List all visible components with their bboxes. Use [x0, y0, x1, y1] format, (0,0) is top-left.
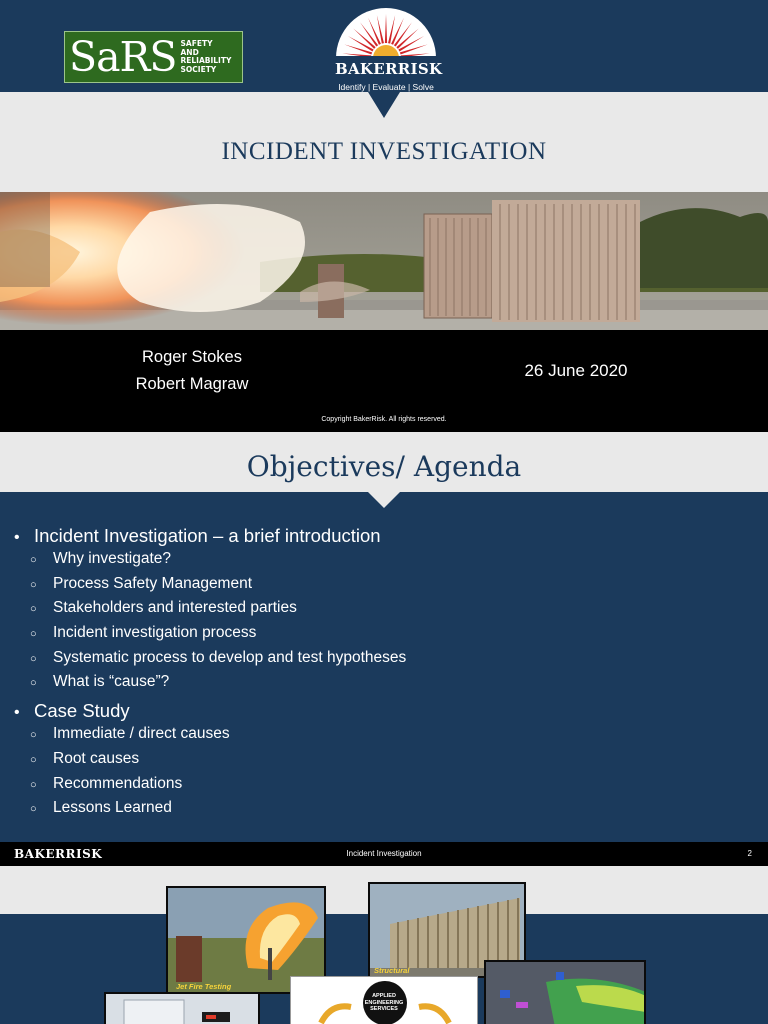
agenda-item — [30, 649, 754, 674]
circle-bullet-icon: ○ — [30, 578, 37, 591]
bullet-icon: • — [14, 529, 20, 546]
agenda-item — [30, 750, 754, 775]
agenda-item-text: Lessons Learned — [53, 799, 172, 817]
agenda-item-text: What is “cause”? — [53, 673, 170, 691]
agenda-item — [30, 725, 754, 750]
circle-bullet-icon: ○ — [30, 729, 37, 742]
footer-logo: BAKERRISK — [14, 847, 103, 861]
sars-logo — [64, 31, 243, 83]
agenda-item-text: Incident investigation process — [53, 624, 257, 642]
agenda-item — [30, 575, 754, 600]
agenda-item-text: Recommendations — [53, 774, 183, 792]
agenda-item-text: Systematic process to develop and test hypotheses — [53, 648, 407, 666]
circle-bullet-icon: ○ — [30, 803, 37, 816]
agenda-item — [30, 624, 754, 649]
agenda-list — [14, 525, 754, 824]
sars-line: RELIABILITY — [180, 56, 232, 65]
agenda-heading — [14, 525, 754, 550]
slide-footer — [0, 842, 768, 866]
cfd-model-image — [486, 962, 646, 1024]
author-name: Robert Magraw — [135, 375, 249, 393]
services-badge-line: APPLIED — [372, 993, 396, 999]
circle-bullet-icon: ○ — [30, 677, 37, 690]
slide-3 — [0, 866, 768, 1024]
services-badge — [291, 993, 477, 1013]
sars-line: SAFETY — [180, 39, 213, 48]
sars-line: SOCIETY — [180, 64, 217, 74]
agenda-item — [30, 673, 754, 698]
circle-bullet-icon: ○ — [30, 753, 37, 766]
page-number: 2 — [747, 849, 752, 858]
agenda-item-text: Stakeholders and interested parties — [53, 599, 297, 617]
presentation-date: 26 June 2020 — [524, 361, 628, 380]
slide-1 — [0, 0, 768, 432]
services-diagram — [290, 976, 478, 1024]
services-badge-line: SERVICES — [370, 1006, 398, 1012]
circle-bullet-icon: ○ — [30, 603, 37, 616]
agenda-item-text: Process Safety Management — [53, 574, 253, 592]
cfd-model-photo — [484, 960, 646, 1024]
agenda-item-text: Immediate / direct causes — [53, 725, 230, 743]
agenda-item — [30, 799, 754, 824]
circle-bullet-icon: ○ — [30, 652, 37, 665]
bakerrisk-sun-icon — [334, 8, 438, 60]
lab-photo — [104, 992, 260, 1024]
circle-bullet-icon: ○ — [30, 554, 37, 566]
services-badge-line: ENGINEERING — [364, 999, 404, 1006]
copyright-notice: Copyright BakerRisk. All rights reserved. — [321, 416, 447, 423]
bakerrisk-tagline: Identify | Evaluate | Solve — [338, 82, 434, 92]
agenda-heading — [14, 700, 754, 725]
agenda-item — [30, 599, 754, 624]
footer-title: Incident Investigation — [346, 849, 422, 858]
image-caption: Jet Fire Testing — [176, 982, 232, 991]
image-caption: Structural — [374, 966, 410, 975]
lab-image — [106, 994, 260, 1024]
sars-logo-text — [181, 40, 243, 74]
sars-line: AND — [180, 47, 199, 57]
sars-logo-letters: SaRS — [69, 32, 177, 81]
author-name: Roger Stokes — [142, 348, 242, 366]
slide-2 — [0, 432, 768, 866]
agenda-heading-text: Case Study — [34, 700, 130, 722]
title-footer-band — [0, 330, 768, 432]
circle-bullet-icon: ○ — [30, 628, 37, 641]
explosion-test-photo — [0, 192, 768, 330]
bakerrisk-logo-name: BAKERRISK — [335, 60, 443, 78]
slide-title: Objectives/ Agenda — [246, 450, 522, 483]
agenda-item-text: Why investigate? — [53, 550, 172, 567]
slide-title: INCIDENT INVESTIGATION — [221, 138, 547, 165]
bullet-icon: • — [14, 704, 20, 722]
agenda-item — [30, 775, 754, 800]
agenda-item-text: Root causes — [53, 749, 140, 767]
circle-bullet-icon: ○ — [30, 778, 37, 791]
agenda-heading-text: Incident Investigation – a brief introduction — [34, 525, 381, 546]
agenda-item — [30, 550, 754, 575]
